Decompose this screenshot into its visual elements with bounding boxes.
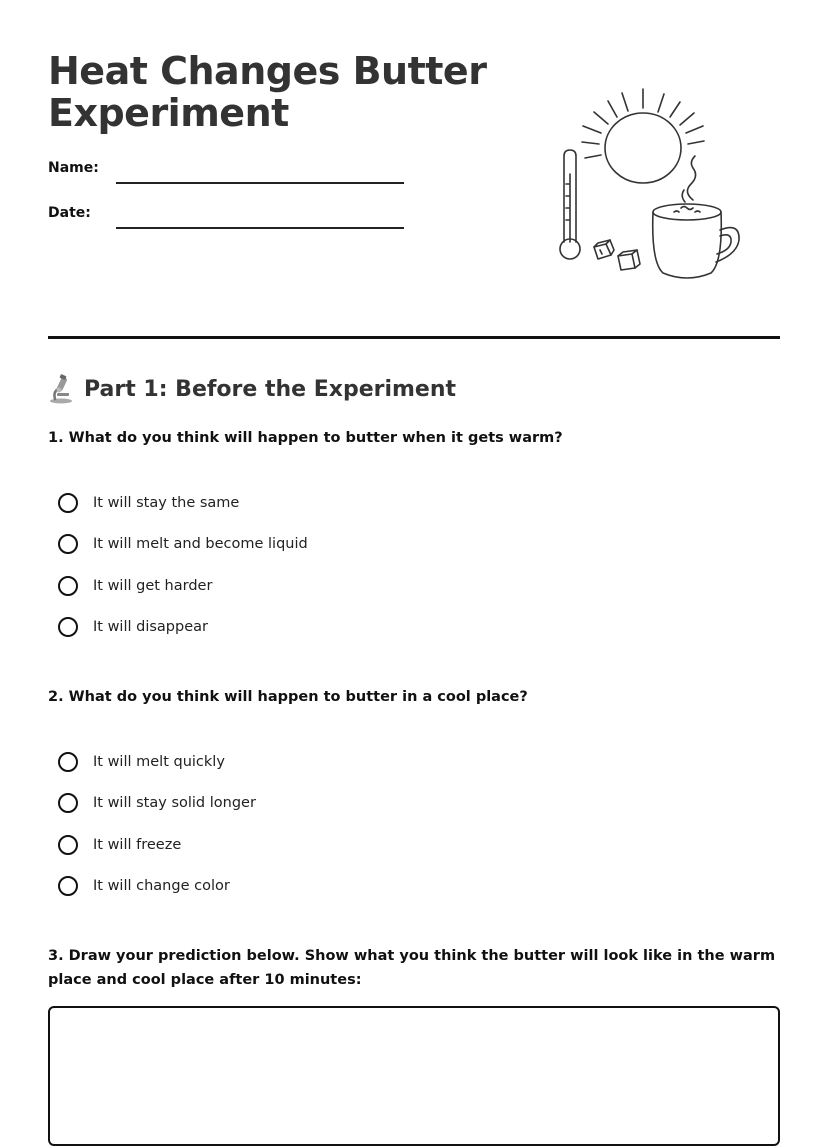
heat-illustration	[550, 84, 750, 288]
radio-button[interactable]	[58, 534, 78, 554]
option-label: It will melt quickly	[93, 754, 225, 770]
q2-option-3[interactable]	[58, 832, 181, 858]
q1-option-4[interactable]	[58, 614, 208, 640]
radio-button[interactable]	[58, 576, 78, 596]
hot-mug-icon	[653, 156, 739, 278]
q1-option-1[interactable]	[58, 490, 239, 516]
name-field[interactable]	[48, 160, 408, 190]
thermometer-icon	[560, 150, 580, 259]
question-3: 3. Draw your prediction below. Show what you think the butter will look like in the warm place and cool place after 10 minutes:	[48, 948, 776, 988]
option-label: It will stay the same	[93, 495, 240, 511]
name-line[interactable]	[116, 182, 404, 184]
ice-cubes-icon	[594, 240, 640, 270]
option-label: It will melt and become liquid	[93, 536, 308, 552]
page-title: Heat Changes Butter Experiment	[48, 49, 487, 135]
sun-icon	[582, 89, 704, 183]
radio-button[interactable]	[58, 617, 78, 637]
option-label: It will stay solid longer	[93, 795, 256, 811]
drawing-area[interactable]	[48, 1006, 780, 1146]
date-field[interactable]	[48, 205, 408, 235]
q2-option-2[interactable]	[58, 790, 256, 816]
q2-option-4[interactable]	[58, 873, 230, 899]
radio-button[interactable]	[58, 752, 78, 772]
section-divider	[48, 336, 780, 339]
microscope-icon	[48, 374, 74, 404]
q2-option-1[interactable]	[58, 749, 225, 775]
option-label: It will get harder	[93, 578, 213, 594]
question-1: 1. What do you think will happen to butter when it gets warm?	[48, 430, 563, 446]
section-heading	[48, 372, 456, 406]
q1-option-2[interactable]	[58, 531, 308, 557]
date-line[interactable]	[116, 227, 404, 229]
question-2: 2. What do you think will happen to butter in a cool place?	[48, 689, 528, 705]
option-label: It will freeze	[93, 837, 182, 853]
radio-button[interactable]	[58, 793, 78, 813]
radio-button[interactable]	[58, 493, 78, 513]
date-label: Date:	[48, 205, 91, 221]
radio-button[interactable]	[58, 835, 78, 855]
q1-option-3[interactable]	[58, 573, 212, 599]
option-label: It will change color	[93, 878, 230, 894]
radio-button[interactable]	[58, 876, 78, 896]
option-label: It will disappear	[93, 619, 208, 635]
section-title-text: Part 1: Before the Experiment	[84, 376, 457, 402]
name-label: Name:	[48, 160, 99, 176]
